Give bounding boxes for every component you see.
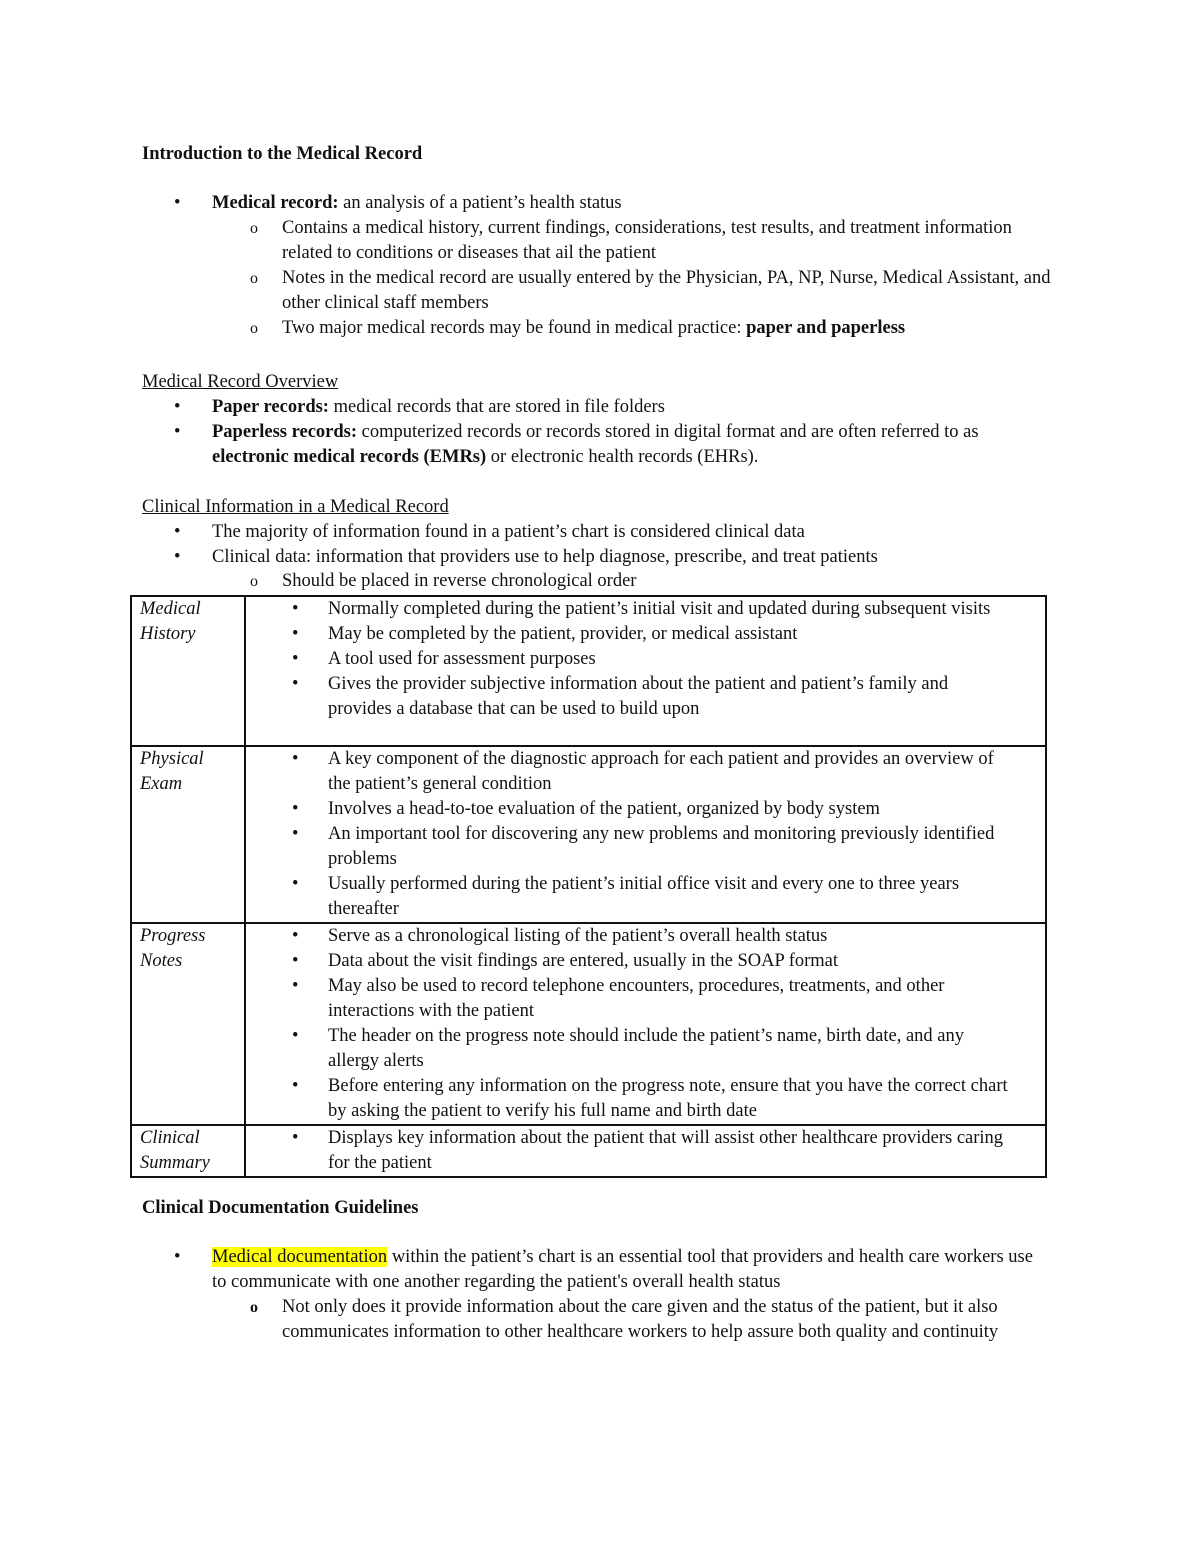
row-content xyxy=(245,746,1046,923)
row-label: Medical History xyxy=(131,596,245,746)
bullet-icon: • xyxy=(292,824,299,844)
list-item: Contains a medical history, current findings, considerations, test results, and treatment information related to conditions or diseases that ail the patient xyxy=(282,218,1012,263)
clinical-info-table xyxy=(130,595,1047,1178)
section-heading: Medical Record Overview xyxy=(142,372,339,392)
highlighted-text: Medical documentation xyxy=(212,1247,388,1267)
section-heading: Clinical Documentation Guidelines xyxy=(142,1198,419,1218)
list-item: Gives the provider subjective information about the patient and patient’s family and provides a database that can be used to build upon xyxy=(328,674,949,719)
term: Paperless records: xyxy=(212,422,358,442)
bullet-icon: • xyxy=(174,547,181,567)
intro-section xyxy=(142,191,1062,341)
bullet-icon: • xyxy=(174,397,181,417)
row-content xyxy=(245,923,1046,1125)
list-item: Before entering any information on the progress note, ensure that you have the correct chart by asking the patient to verify his full name and birth date xyxy=(328,1076,1008,1121)
term: Paper records: xyxy=(212,397,329,417)
sub-bullet-icon: o xyxy=(250,573,258,590)
clinical-section xyxy=(142,495,1042,593)
list-item: May also be used to record telephone encounters, procedures, treatments, and other interactions with the patient xyxy=(328,976,945,1021)
bullet-icon: • xyxy=(292,1128,299,1148)
table-row xyxy=(131,923,1046,1125)
bold-text: paper and paperless xyxy=(746,318,906,338)
bullet-icon: • xyxy=(292,749,299,769)
table-row xyxy=(131,746,1046,923)
row-content xyxy=(245,596,1046,746)
definition: computerized records or records stored in digital format and are often referred to as xyxy=(357,422,979,442)
list-item: within the patient’s chart is an essential tool that providers and health care workers use to communicate with one another regarding the patient's overall health status xyxy=(212,1247,1033,1292)
row-label: Physical Exam xyxy=(131,746,245,923)
bold-text: electronic medical records (EMRs) xyxy=(212,447,487,467)
page-title: Introduction to the Medical Record xyxy=(142,144,423,164)
section-heading: Clinical Information in a Medical Record xyxy=(142,497,449,517)
list-item: A tool used for assessment purposes xyxy=(328,649,596,669)
bullet-icon: • xyxy=(292,926,299,946)
sub-bullet-icon: o xyxy=(250,270,258,287)
definition: or electronic health records (EHRs). xyxy=(486,447,759,467)
sub-bullet-icon: o xyxy=(250,1299,258,1316)
bullet-icon: • xyxy=(292,674,299,694)
list-item: The header on the progress note should include the patient’s name, birth date, and any allergy alerts xyxy=(328,1026,965,1071)
list-item: May be completed by the patient, provider, or medical assistant xyxy=(328,624,798,644)
bullet-icon: • xyxy=(292,799,299,819)
overview-section xyxy=(142,370,1022,470)
bullet-icon: • xyxy=(292,1026,299,1046)
bullet-icon: • xyxy=(174,422,181,442)
list-item: Serve as a chronological listing of the patient’s overall health status xyxy=(328,926,828,946)
sub-bullet-icon: o xyxy=(250,220,258,237)
bullet-icon: • xyxy=(174,1247,181,1267)
sub-bullet-icon: o xyxy=(250,320,258,337)
list-item: Normally completed during the patient’s initial visit and updated during subsequent visits xyxy=(328,599,991,619)
bullet-icon: • xyxy=(292,624,299,644)
bullet-icon: • xyxy=(292,976,299,996)
definition: an analysis of a patient’s health status xyxy=(338,193,622,213)
list-item: The majority of information found in a patient’s chart is considered clinical data xyxy=(212,522,805,542)
list-item: Should be placed in reverse chronological order xyxy=(282,571,637,591)
row-label: Progress Notes xyxy=(131,923,245,1125)
list-item: Displays key information about the patient that will assist other healthcare providers caring for the patient xyxy=(328,1128,1004,1173)
definition: medical records that are stored in file folders xyxy=(328,397,665,417)
bullet-icon: • xyxy=(174,193,181,213)
list-item: Not only does it provide information about the care given and the status of the patient, but it also communicates information to other healthcare workers to help assure both quality and continuity xyxy=(282,1297,999,1342)
list-item: Two major medical records may be found in medical practice: xyxy=(282,318,747,338)
list-item: An important tool for discovering any new problems and monitoring previously identified problems xyxy=(328,824,995,869)
table-row xyxy=(131,1125,1046,1177)
row-content xyxy=(245,1125,1046,1177)
bullet-icon: • xyxy=(174,522,181,542)
bullet-icon: • xyxy=(292,649,299,669)
list-item: Notes in the medical record are usually entered by the Physician, PA, NP, Nurse, Medical Assistant, and other clinical staff members xyxy=(282,268,1051,313)
list-item: Involves a head-to-toe evaluation of the patient, organized by body system xyxy=(328,799,880,819)
term: Medical record: xyxy=(212,193,339,213)
list-item: Usually performed during the patient’s initial office visit and every one to three years thereafter xyxy=(328,874,960,919)
table-row xyxy=(131,596,1046,746)
list-item: A key component of the diagnostic approach for each patient and provides an overview of the patient’s general condition xyxy=(328,749,994,794)
bullet-icon: • xyxy=(292,951,299,971)
bullet-icon: • xyxy=(292,599,299,619)
bullet-icon: • xyxy=(292,874,299,894)
bullet-icon: • xyxy=(292,1076,299,1096)
guidelines-section xyxy=(142,1196,1042,1345)
list-item: Clinical data: information that providers use to help diagnose, prescribe, and treat patients xyxy=(212,547,878,567)
list-item: Data about the visit findings are entered, usually in the SOAP format xyxy=(328,951,839,971)
row-label: Clinical Summary xyxy=(131,1125,245,1177)
